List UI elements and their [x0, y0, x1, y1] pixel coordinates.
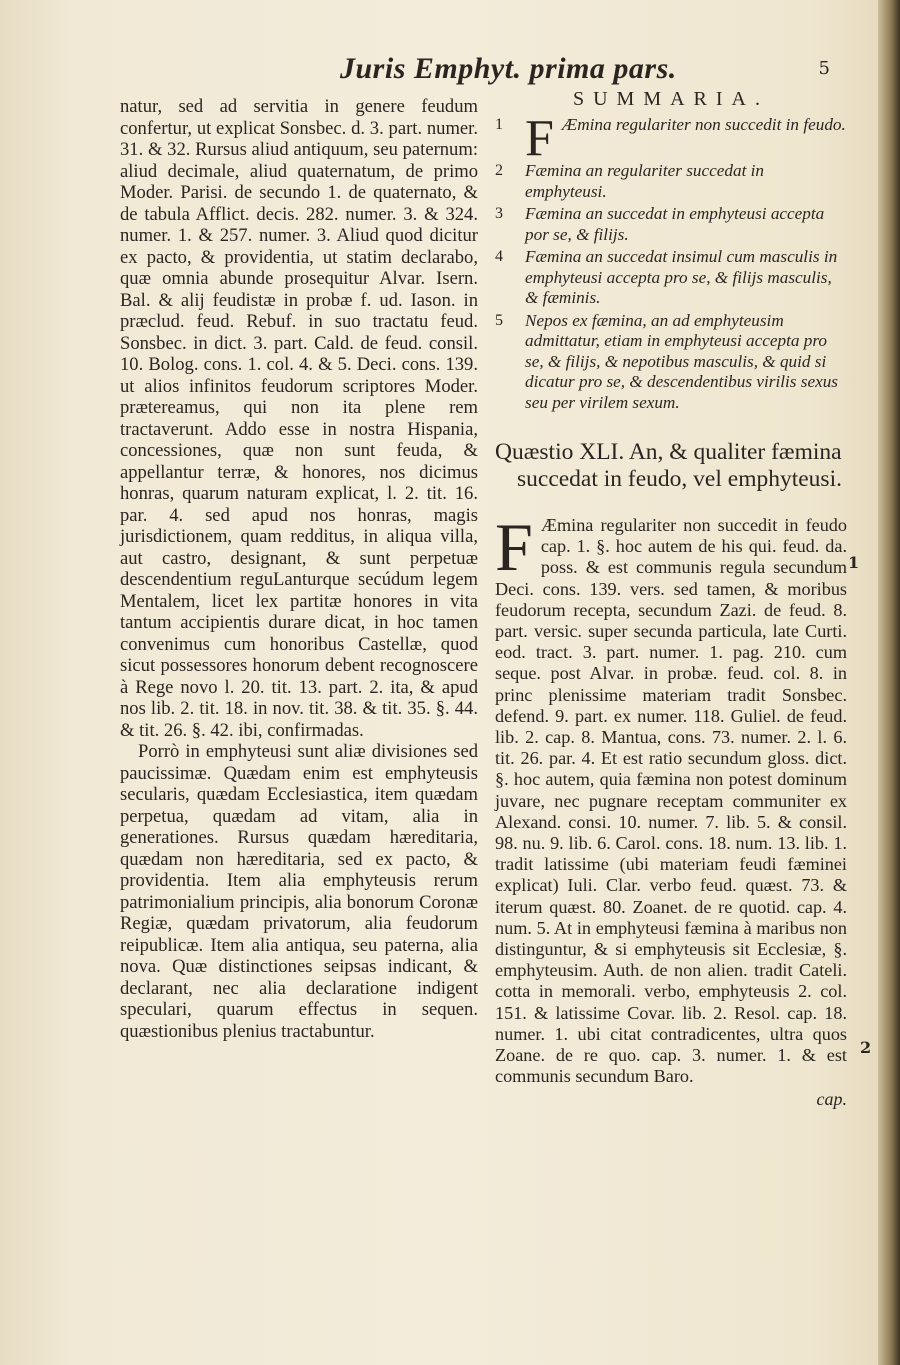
summaria-heading: SUMMARIA. — [572, 88, 770, 110]
summaria-item-number: 1 — [495, 116, 503, 133]
catchword: cap. — [816, 1089, 847, 1110]
summaria-item-text: Fæmina an succedat insimul cum masculis in emphyteusi accepta pro se, & filijs masculis, & fæminis. — [525, 247, 838, 307]
summaria-item-text: Fæmina an succedat in emphyteusi accepta por se, & filijs. — [525, 204, 825, 244]
summaria-item — [495, 247, 847, 309]
margin-note-2: 2 — [860, 1038, 872, 1057]
summaria-item-number: 4 — [495, 248, 503, 265]
question-body — [495, 509, 847, 1087]
question-heading — [495, 439, 847, 493]
margin-note-1: 1 — [848, 553, 860, 572]
running-head: Juris Emphyt. prima pars. — [340, 52, 677, 85]
summaria-item-text: Fæmina an regulariter succedat in emphyteusi. — [525, 161, 765, 201]
summaria-item-text: Nepos ex fæmina, an ad emphyteusim admittatur, etiam in emphyteusi accepta pro se, & filijs, & nepotibus masculis, & quid si dicatur pro se, & descendentibus virilis sexus seu per virilem sexum. — [525, 310, 838, 412]
page-number: 5 — [818, 58, 830, 79]
question-heading-line-2: succedat in feudo, vel emphyteusi. — [517, 466, 842, 492]
summaria-item — [495, 204, 847, 245]
right-column — [495, 88, 847, 1110]
left-paragraph-2: Porrò in emphyteusi sunt aliæ divisiones sed paucissimæ. Quædam enim est emphyteusis secularis, quædam Ecclesiastica, item quædam perpetua, quædam ad vitam, alia in generationes. Rursus quædam hæreditaria, quædam non hæreditaria, sed ex pacto, & providentia. Item alia emphyteusis rerum patrimonialium principis, alia bonorum Coronæ Regiæ, quædam privatorum, alia feudorum reipublicæ. Item alia antiqua, seu paterna, alia nova. Quæ distinctiones seipsas indicant, & declarant, nec alia declaratione indigent speculari, quarum effectus in sequen. quæstionibus plenius tractabuntur. — [120, 741, 478, 1042]
left-column — [120, 96, 478, 1042]
left-paragraph-1: natur, sed ad servitia in genere feudum confertur, ut explicat Sonsbec. d. 3. part. numer. 31. & 32. Rursus aliud antiquum, seu paternum: aliud decimale, aliud quaternatum, de primo Moder. Parisi. de secundo 1. de quaternato, & de tabula Afflict. decis. 282. numer. 3. & 324. numer. 1. & 257. numer. 3. Aliud quod dicitur ex pacto, & providentia, ut statim declarabo, quæ omnia abunde prosequitur Alvar. Isern. Bal. & alij feudistæ in probæ f. ud. Iason. in præclud. feud. Rebuf. in suo tractatu feud. Sonsbec. in dict. 3. part. Cald. de feud. consil. 10. Bolog. cons. 1. col. 4. & 5. Deci. cons. 139. ut alios infinitos feudorum scriptores Moder. prætereamus, qui non ita plene rem tractaverunt. Addo esse in nostra Hispania, concessiones, quæ non sunt feuda, & appellantur terræ, & honores, nos dicimus honras, quarum naturam explicat, l. 2. tit. 16. par. 4. sed apud nos honras, magis jurisdictionem, quam redditus, in aliqua villa, aut castro, designant, & sunt perpetuæ descendentium reguLanturque secúdum legem Mentalem, licet lex partitæ honores in vita tantum accipientis durare dicat, in hoc tamen convenimus cum honoribus Castellæ, quod sicut possessores honorum debent recognoscere à Rege novo l. 20. tit. 13. part. 2. ita, & apud nos lib. 2. tit. 18. in nov. tit. 38. & tit. 35. §. 44. & tit. 26. §. 42. ibi, confirmadas. — [120, 96, 478, 741]
question-heading-line-1: Quæstio XLI. An, & qualiter fæmina — [495, 439, 842, 465]
question-body-text: Æmina regulariter non succedit in feudo cap. 1. §. hoc autem de his qui. feud. da. poss. & est communis regula secundum Deci. cons. 139. vers. sed tamen, & moribus feudorum recepta, secundum Zazi. de feud. 8. part. versic. super secunda particula, late Curti. eod. tract. 3. part. numer. 1. pag. 210. cum seque. post Alvar. in probæ. feud. col. 8. in princ plenissime materiam tradit Sonsbec. defend. 9. part. ex numer. 118. Guliel. de feud. lib. 2. cap. 8. Mantua, cons. 73. numer. 2. l. 6. tit. 26. par. 4. Et est ratio secundum gloss. dict. §. hoc autem, quia fæmina non potest dominum juvare, nec pugnare receptam communiter ex Alexand. consi. 10. numer. 7. lib. 5. & consil. 98. nu. 9. lib. 6. Carol. cons. 18. num. 13. lib. 1. tradit latissime (ubi materiam feudi fæminei explicat) Iuli. Clar. verbo feud. quæst. 73. & iterum quæst. 80. Zoanet. de re quotid. cap. 4. num. 5. At in emphyteusi fæmina à maribus non distinguntur, & si emphyteusis sit Ecclesiæ, §. emphyteusim. Auth. de non alien. tradit Cateli. cotta in memorali. verbo, emphyteusis 2. col. 151. & latissime Covar. lib. 2. Resol. cap. 18. numer. 1. ubi citat contradicentes, ultra quos Zoane. de re quo. cap. 3. numer. 1. & est communis secundum Baro. — [495, 515, 847, 1087]
summaria-item-number: 2 — [495, 162, 503, 179]
summaria-item-number: 3 — [495, 205, 503, 222]
summaria-item — [495, 110, 847, 167]
drop-capital-large: F — [495, 509, 533, 585]
summaria-item — [495, 161, 847, 202]
summaria-item-number: 5 — [495, 311, 503, 329]
drop-capital-small: F — [525, 110, 554, 167]
book-binding — [878, 0, 900, 1365]
summaria-item-text: Æmina regulariter non succedit in feudo. — [561, 115, 846, 134]
summaria-item — [495, 311, 847, 414]
summaria-list — [495, 110, 847, 413]
